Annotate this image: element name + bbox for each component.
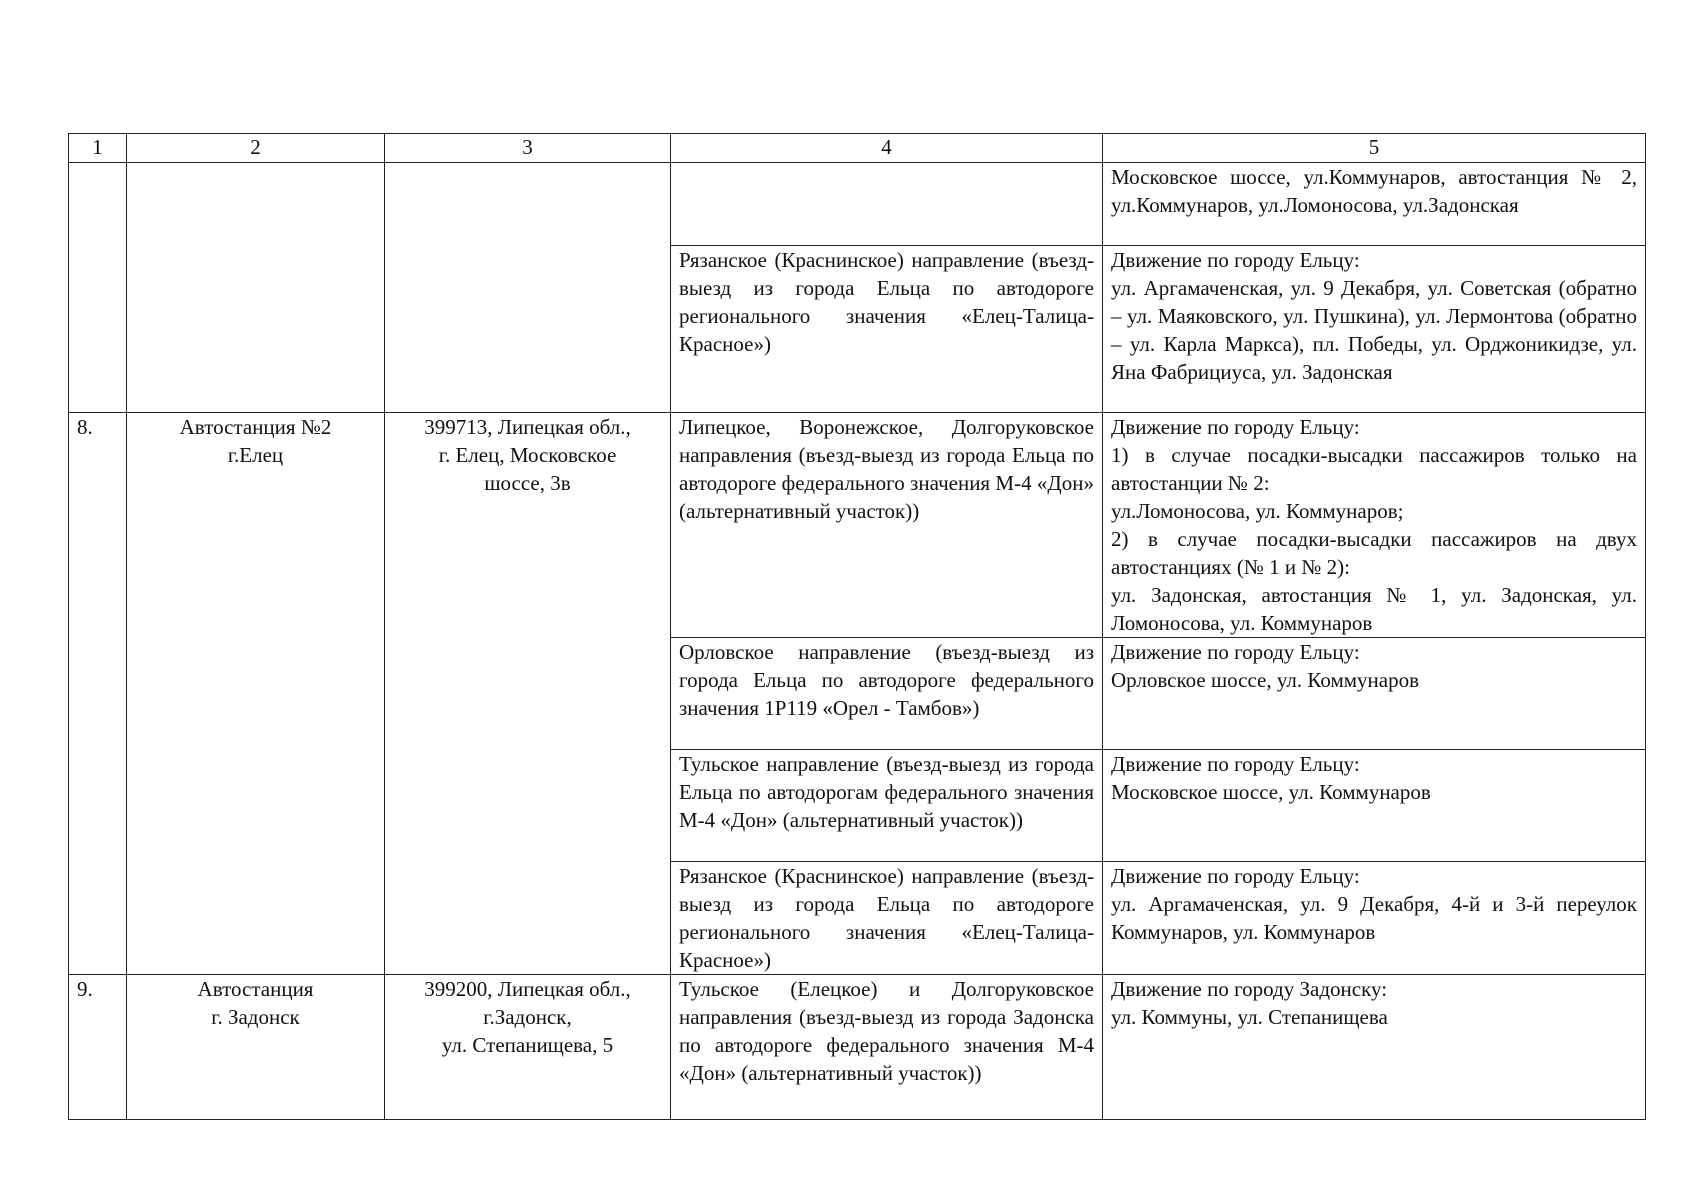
route-text: Московское шоссе, ул.Коммунаров, автостанция № 2, ул.Коммунаров, ул.Ломоносова, ул.Задонская	[1111, 165, 1637, 217]
direction-cell: Рязанское (Краснинское) направление (въезд-выезд из города Ельца по автодороге регионального значения «Елец-Талица-Красное»)	[671, 246, 1103, 413]
station-address	[385, 413, 671, 975]
station-name	[127, 975, 385, 1120]
header-row	[69, 134, 1646, 163]
route-text: ул. Коммуны, ул. Степанищева	[1111, 1005, 1388, 1029]
station-address	[385, 975, 671, 1120]
direction-cell: Тульское направление (въезд-выезд из города Ельца по автодорогам федерального значения М-4 «Дон» (альтернативный участок))	[671, 750, 1103, 862]
station-name-line: Автостанция №2	[179, 415, 332, 439]
route-cell	[1103, 246, 1646, 413]
route-text: 2) в случае посадки-высадки пассажиров на двух автостанциях (№ 1 и № 2):	[1111, 527, 1637, 579]
route-text: ул. Задонская, автостанция № 1, ул. Задонская, ул. Ломоносова, ул. Коммунаров	[1111, 583, 1637, 635]
direction-cell: Липецкое, Воронежское, Долгоруковское направления (въезд-выезд из города Ельца по автодороге федерального значения М-4 «Дон» (альтернативный участок))	[671, 413, 1103, 638]
header-col-2: 2	[127, 134, 385, 163]
route-heading: Движение по городу Ельцу:	[1111, 640, 1360, 664]
table-row	[69, 975, 1646, 1120]
header-col-1: 1	[69, 134, 127, 163]
route-text: ул. Аргамаченская, ул. 9 Декабря, 4-й и 3-й переулок Коммунаров, ул. Коммунаров	[1111, 892, 1637, 944]
row-number: 8.	[69, 413, 127, 975]
routes-table	[68, 133, 1646, 1120]
station-address-line: г.Задонск,	[483, 1005, 572, 1029]
station-address-cell	[385, 163, 671, 413]
direction-cell: Тульское (Елецкое) и Долгоруковское направления (въезд-выезд из города Задонска по автодороге федерального значения М-4 «Дон» (альтернативный участок))	[671, 975, 1103, 1120]
route-cell	[1103, 163, 1646, 246]
route-cell	[1103, 975, 1646, 1120]
route-heading: Движение по городу Ельцу:	[1111, 752, 1360, 776]
row-number: 9.	[69, 975, 127, 1120]
route-heading: Движение по городу Задонску:	[1111, 977, 1388, 1001]
direction-cell: Орловское направление (въезд-выезд из города Ельца по автодороге федерального значения 1Р119 «Орел - Тамбов»)	[671, 638, 1103, 750]
table-row	[69, 413, 1646, 638]
header-col-4: 4	[671, 134, 1103, 163]
station-name-line: г.Елец	[227, 443, 284, 467]
station-address-line: 399200, Липецкая обл.,	[424, 977, 631, 1001]
route-heading: Движение по городу Ельцу:	[1111, 415, 1360, 439]
station-address-line: шоссе, 3в	[484, 471, 571, 495]
route-text: ул.Ломоносова, ул. Коммунаров;	[1111, 499, 1404, 523]
route-cell	[1103, 638, 1646, 750]
station-address-line: г. Елец, Московское	[438, 443, 617, 467]
route-heading: Движение по городу Ельцу:	[1111, 864, 1360, 888]
table-row	[69, 163, 1646, 246]
station-name-line: г. Задонск	[211, 1005, 300, 1029]
station-name	[127, 413, 385, 975]
header-col-5: 5	[1103, 134, 1646, 163]
station-name-line: Автостанция	[197, 977, 314, 1001]
station-address-line: 399713, Липецкая обл.,	[424, 415, 631, 439]
station-name-cell	[127, 163, 385, 413]
route-heading: Движение по городу Ельцу:	[1111, 248, 1360, 272]
route-text: Орловское шоссе, ул. Коммунаров	[1111, 668, 1420, 692]
route-cell	[1103, 750, 1646, 862]
route-cell	[1103, 862, 1646, 975]
header-col-3: 3	[385, 134, 671, 163]
direction-cell: Рязанское (Краснинское) направление (въезд-выезд из города Ельца по автодороге регионального значения «Елец-Талица-Красное»)	[671, 862, 1103, 975]
number-cell	[69, 163, 127, 413]
route-text: Московское шоссе, ул. Коммунаров	[1111, 780, 1431, 804]
station-address-line: ул. Степанищева, 5	[441, 1033, 614, 1057]
direction-cell	[671, 163, 1103, 246]
route-text: ул. Аргамаченская, ул. 9 Декабря, ул. Советская (обратно – ул. Маяковского, ул. Пушкина), ул. Лермонтова (обратно – ул. Карла Маркса), пл. Победы, ул. Орджоникидзе, ул. Яна Фабрициуса, ул. Задонская	[1111, 276, 1637, 384]
route-text: 1) в случае посадки-высадки пассажиров только на автостанции № 2:	[1111, 443, 1637, 495]
route-cell	[1103, 413, 1646, 638]
